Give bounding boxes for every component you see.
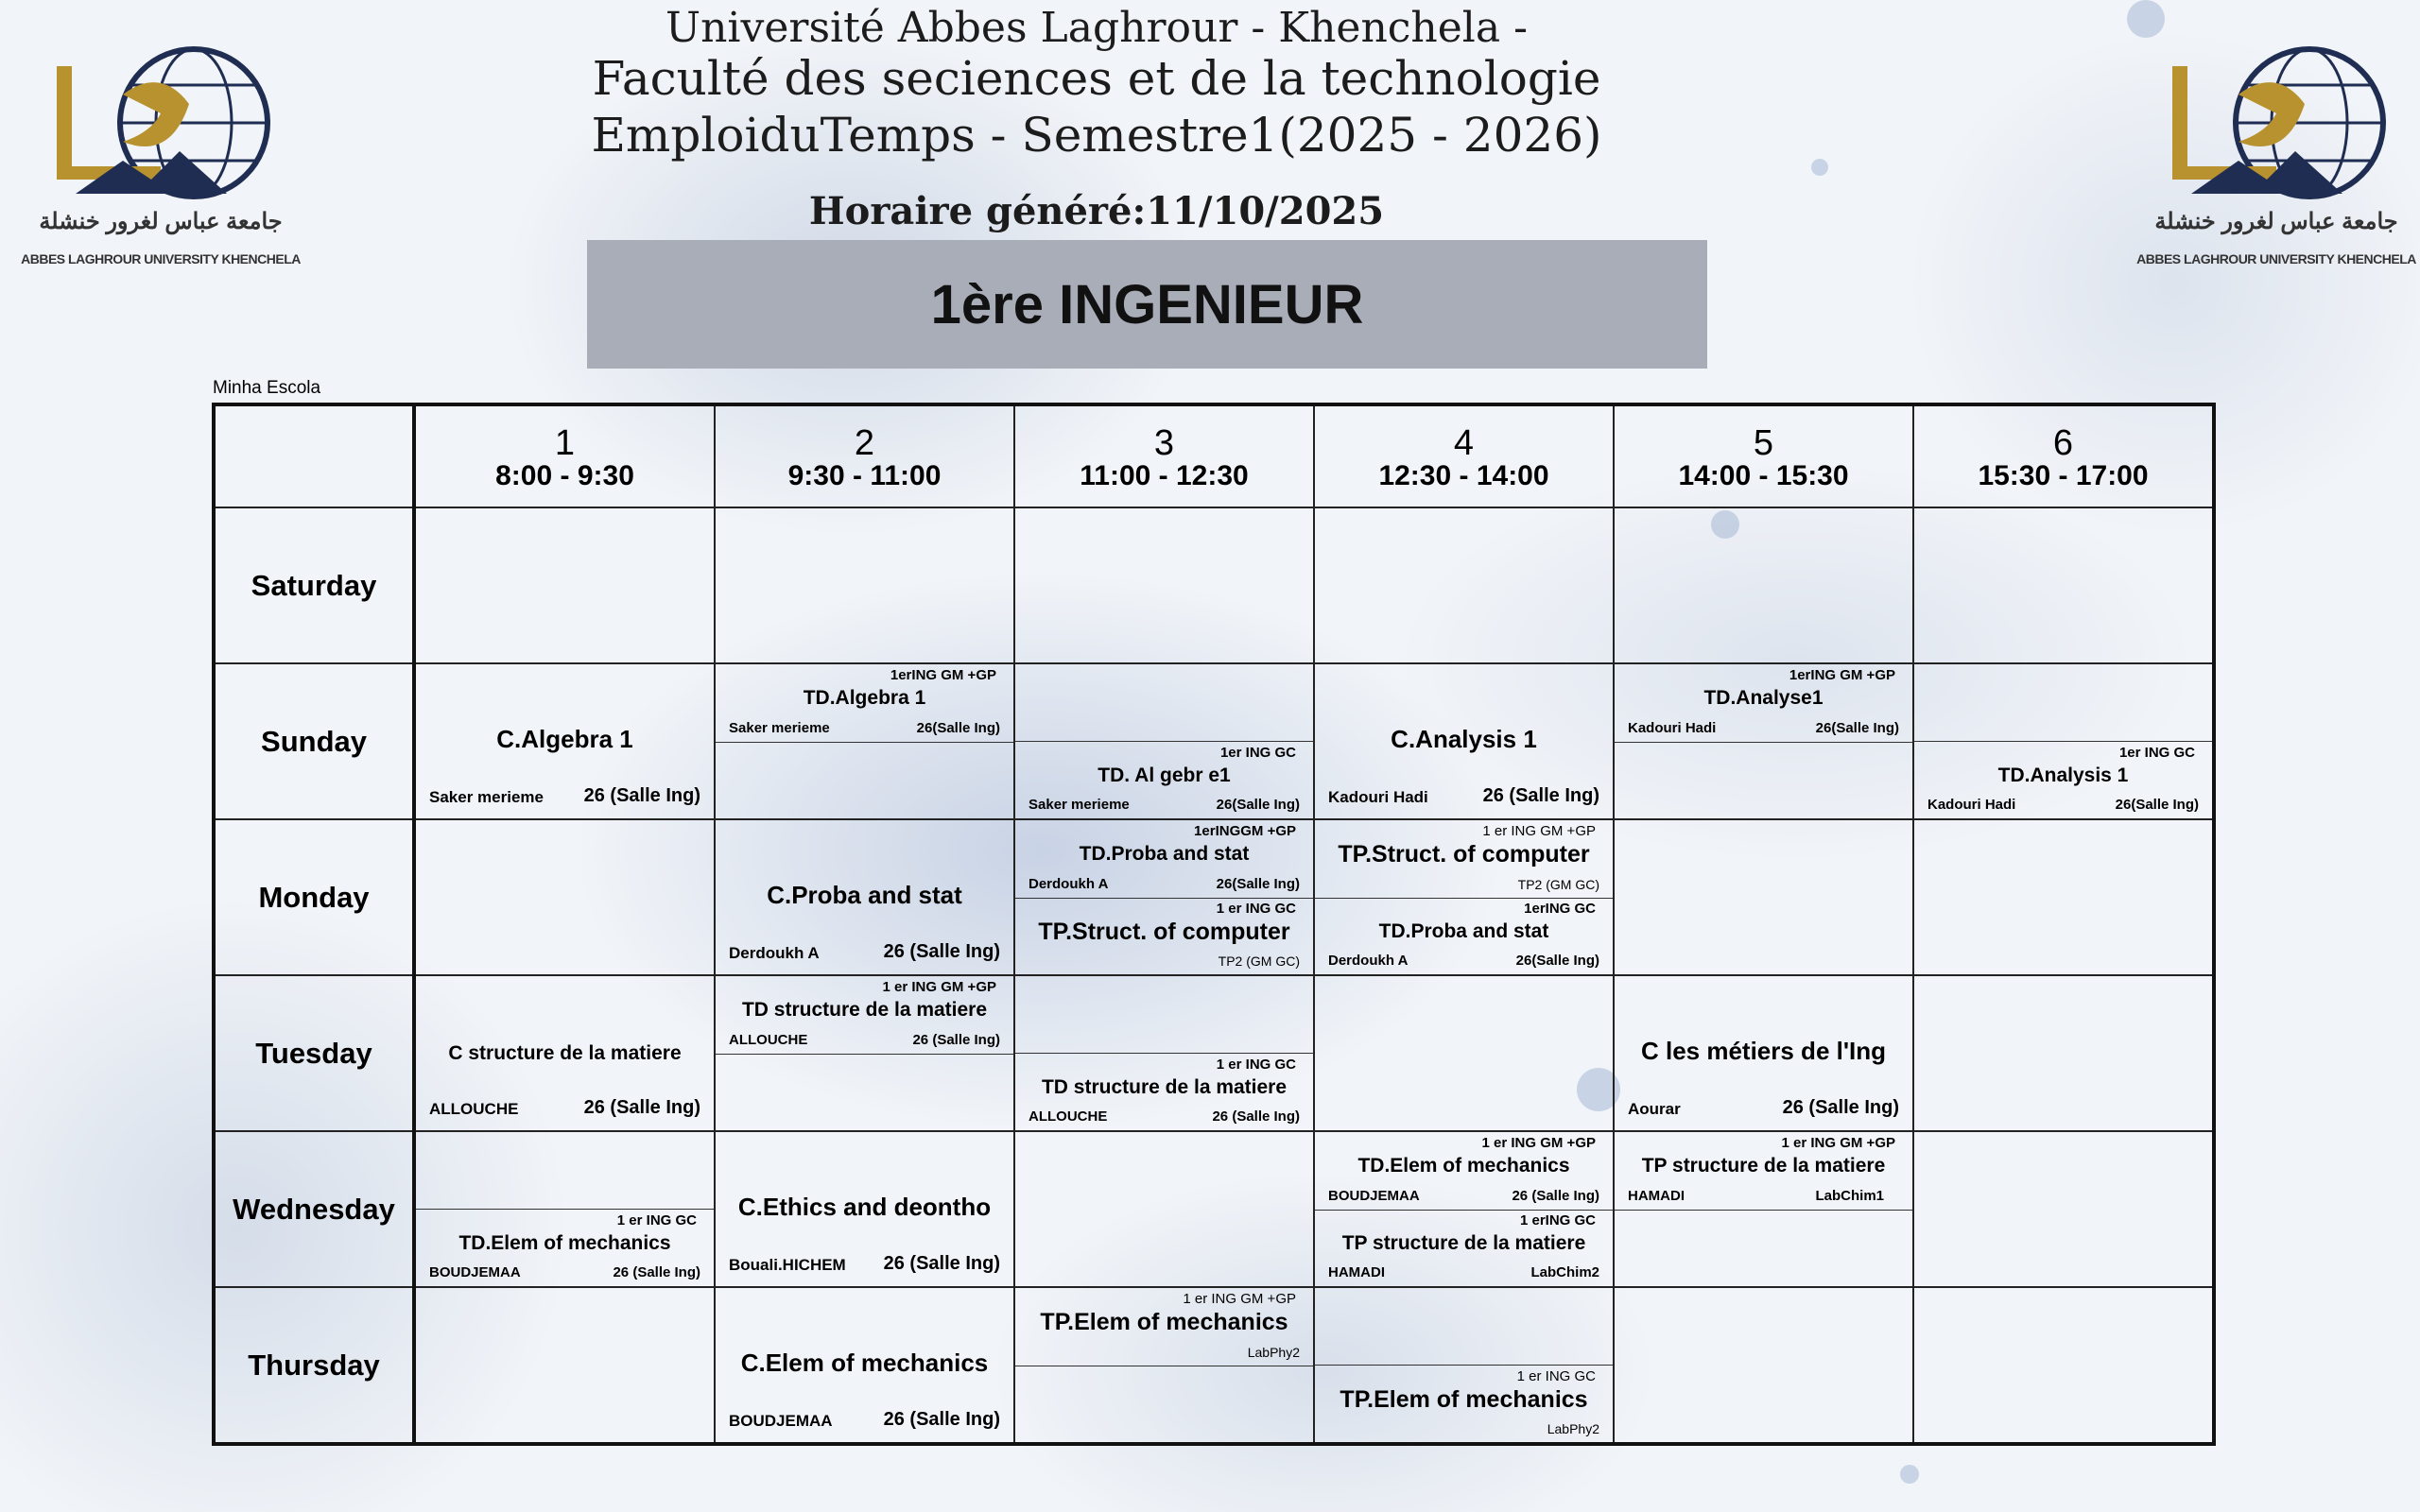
session-half[interactable]	[1315, 820, 1613, 899]
session-cell[interactable]	[414, 1131, 715, 1287]
empty-slot	[1614, 1287, 1913, 1444]
session-half[interactable]	[716, 976, 1013, 1055]
session-teacher: BOUDJEMAA	[729, 1412, 833, 1430]
session-teacher: Aourar	[1628, 1100, 1681, 1118]
empty-slot	[1314, 507, 1614, 663]
session-subject: TD.Analysis 1	[1997, 764, 2129, 786]
session-group: 1 er ING GM +GP	[1781, 1135, 1895, 1151]
period-header: 4 12:30 - 14:00	[1314, 404, 1614, 507]
session-room: 26 (Salle Ing)	[613, 1264, 700, 1280]
session-teacher: Derdoukh A	[1028, 875, 1109, 892]
day-row-thursday	[214, 1287, 2214, 1444]
session-subject: TP structure de la matiere	[1341, 1231, 1586, 1254]
session-half[interactable]	[1015, 1053, 1313, 1131]
logo-english-text: ABBES LAGHROUR UNIVERSITY KHENCHELA	[2136, 251, 2416, 266]
session-teacher: Derdoukh A	[1328, 953, 1409, 969]
session-room: LabChim1	[1815, 1187, 1884, 1204]
session-teacher: Kadouri Hadi	[1328, 788, 1428, 806]
session-group: 1erINGGM +GP	[1194, 823, 1296, 839]
session-room: 26(Salle Ing)	[2115, 797, 2199, 813]
session-teacher: HAMADI	[1628, 1187, 1685, 1204]
session-teacher: ALLOUCHE	[429, 1100, 519, 1118]
session-group: 1 er ING GC	[1516, 1367, 1596, 1384]
session-cell[interactable]	[715, 1287, 1014, 1444]
empty-slot	[414, 1287, 715, 1444]
day-label: Thursday	[214, 1287, 414, 1444]
logo-arabic-text: جامعة عباس لغرور خنشلة	[39, 209, 283, 234]
session-cell[interactable]	[715, 819, 1014, 975]
session-half[interactable]	[1615, 1132, 1912, 1211]
university-title: Université Abbes Laghrour - Khenchela -	[666, 4, 1528, 52]
university-logo-left	[19, 28, 302, 274]
period-header: 5 14:00 - 15:30	[1614, 404, 1913, 507]
session-subject: C.Algebra 1	[496, 725, 633, 753]
day-label: Tuesday	[214, 975, 414, 1131]
session-teacher: Saker merieme	[1028, 797, 1130, 813]
session-half[interactable]	[1315, 898, 1613, 975]
timetable	[212, 403, 2216, 1446]
day-row-monday	[214, 819, 2214, 975]
session-half[interactable]	[1315, 1210, 1613, 1287]
day-row-tuesday	[214, 975, 2214, 1131]
empty-slot	[1913, 1287, 2214, 1444]
session-cell[interactable]	[1014, 975, 1314, 1131]
session-subject: TP structure de la matiere	[1641, 1155, 1886, 1177]
session-room: 26 (Salle Ing)	[912, 1031, 1000, 1048]
empty-slot	[414, 819, 715, 975]
session-subject: C structure de la matiere	[448, 1042, 682, 1064]
session-cell[interactable]	[715, 1131, 1014, 1287]
day-label: Wednesday	[214, 1131, 414, 1287]
period-header: 3 11:00 - 12:30	[1014, 404, 1314, 507]
session-group: 1 er ING GM +GP	[882, 979, 996, 995]
session-group: 1 er ING GM +GP	[1183, 1291, 1296, 1307]
empty-slot	[715, 507, 1014, 663]
empty-slot	[1913, 975, 2214, 1131]
session-room: 26(Salle Ing)	[1216, 875, 1300, 892]
schedule-title: EmploiduTemps - Semestre1(2025 - 2026)	[591, 108, 1602, 163]
session-cell[interactable]	[1614, 1131, 1913, 1287]
school-label: Minha Escola	[213, 378, 321, 398]
session-teacher: ALLOUCHE	[1028, 1108, 1108, 1125]
session-room: 26 (Salle Ing)	[1782, 1097, 1899, 1118]
session-cell[interactable]	[1314, 819, 1614, 975]
session-half[interactable]	[1015, 820, 1313, 899]
session-room: 26 (Salle Ing)	[883, 1253, 1000, 1274]
session-subject: TD.Proba and stat	[1079, 843, 1250, 865]
day-row-sunday	[214, 663, 2214, 819]
session-subject: C.Ethics and deontho	[737, 1193, 992, 1221]
logo-english-text: ABBES LAGHROUR UNIVERSITY KHENCHELA	[21, 251, 301, 266]
session-group: 1erING GM +GP	[1789, 667, 1895, 683]
timetable-header	[214, 404, 2214, 507]
faculty-title: Faculté des seciences et de la technologie	[592, 51, 1601, 106]
corner-cell	[214, 404, 414, 507]
session-subject: TD.Proba and stat	[1378, 919, 1549, 942]
session-cell[interactable]	[1913, 663, 2214, 819]
logo-emblem-icon	[2135, 28, 2418, 208]
session-half[interactable]	[416, 1209, 714, 1287]
session-cell[interactable]	[1614, 975, 1913, 1131]
session-subject: TD structure de la matiere	[741, 999, 988, 1021]
logo-arabic-text: جامعة عباس لغرور خنشلة	[2154, 209, 2398, 234]
session-group: 1 er ING GM +GP	[1481, 1135, 1596, 1151]
day-label: Saturday	[214, 507, 414, 663]
session-teacher: Kadouri Hadi	[1628, 719, 1717, 736]
logo-emblem-icon	[19, 28, 302, 208]
session-room: 26 (Salle Ing)	[883, 941, 1000, 962]
day-row-saturday	[214, 507, 2214, 663]
session-group: 1erING GC	[1524, 900, 1596, 917]
session-teacher: BOUDJEMAA	[1328, 1187, 1420, 1204]
empty-slot	[1913, 819, 2214, 975]
session-teacher: HAMADI	[1328, 1264, 1385, 1280]
session-room: LabChim2	[1530, 1264, 1599, 1280]
empty-slot	[1014, 507, 1314, 663]
session-cell[interactable]	[1314, 1287, 1614, 1444]
session-cell[interactable]	[1614, 663, 1913, 819]
session-group: 1 er ING GC	[1216, 900, 1296, 917]
class-banner: 1ère INGENIEUR	[587, 240, 1707, 369]
empty-slot	[1614, 507, 1913, 663]
empty-slot	[1913, 1131, 2214, 1287]
session-room: TP2 (GM GC)	[1517, 876, 1599, 892]
period-header: 2 9:30 - 11:00	[715, 404, 1014, 507]
session-room: 26 (Salle Ing)	[1482, 785, 1599, 806]
session-half[interactable]	[1315, 1132, 1613, 1211]
empty-slot	[1614, 819, 1913, 975]
session-subject: TP.Elem of mechanics	[1340, 1385, 1588, 1413]
day-label: Monday	[214, 819, 414, 975]
empty-slot	[1314, 975, 1614, 1131]
session-room: 26 (Salle Ing)	[1512, 1187, 1599, 1204]
session-half[interactable]	[716, 664, 1013, 743]
decor-dot	[1900, 1465, 1919, 1484]
session-teacher: BOUDJEMAA	[429, 1264, 521, 1280]
generated-date: Horaire généré:11/10/2025	[808, 189, 1385, 233]
session-subject: C.Proba and stat	[767, 881, 962, 909]
session-half[interactable]	[1615, 664, 1912, 743]
session-subject: TD.Algebra 1	[803, 687, 926, 709]
session-subject: TP.Elem of mechanics	[1040, 1309, 1288, 1335]
session-group: 1 erING GC	[1519, 1211, 1596, 1228]
session-room: TP2 (GM GC)	[1218, 954, 1300, 969]
session-teacher: Derdoukh A	[729, 944, 820, 962]
session-cell[interactable]	[715, 975, 1014, 1131]
session-group: 1erING GM +GP	[890, 667, 996, 683]
session-cell[interactable]	[1014, 1287, 1314, 1444]
university-logo-right	[2135, 28, 2418, 274]
session-teacher: Kadouri Hadi	[1927, 797, 2016, 813]
session-cell[interactable]	[1014, 663, 1314, 819]
session-subject: TD.Analyse1	[1703, 687, 1824, 709]
session-room: 26(Salle Ing)	[916, 719, 1000, 736]
session-room: LabPhy2	[1247, 1344, 1300, 1360]
session-cell[interactable]	[1014, 819, 1314, 975]
session-group: 1er ING GC	[1219, 744, 1296, 761]
session-group: 1 er ING GC	[1216, 1056, 1296, 1073]
session-teacher: Saker merieme	[729, 719, 830, 736]
session-group: 1er ING GC	[2118, 744, 2195, 761]
session-half[interactable]	[1015, 898, 1313, 975]
session-teacher: Bouali.HICHEM	[729, 1256, 846, 1274]
day-row-wednesday	[214, 1131, 2214, 1287]
session-room: 26 (Salle Ing)	[883, 1409, 1000, 1430]
session-subject: C.Analysis 1	[1391, 725, 1537, 753]
empty-slot	[1014, 1131, 1314, 1287]
session-cell[interactable]	[1314, 1131, 1614, 1287]
session-room: 26 (Salle Ing)	[1212, 1108, 1300, 1125]
session-room: LabPhy2	[1547, 1421, 1599, 1436]
period-header: 1 8:00 - 9:30	[414, 404, 715, 507]
session-subject: TD.Elem of mechanics	[458, 1231, 671, 1254]
session-half[interactable]	[1914, 741, 2212, 819]
session-subject: C les métiers de l'Ing	[1640, 1037, 1887, 1065]
session-cell[interactable]	[1314, 663, 1614, 819]
empty-slot	[1913, 507, 2214, 663]
session-half[interactable]	[1015, 741, 1313, 819]
session-cell[interactable]	[414, 975, 715, 1131]
session-group: 1 er ING GM +GP	[1482, 823, 1596, 839]
session-group: 1 er ING GC	[616, 1211, 697, 1228]
session-subject: TD structure de la matiere	[1041, 1075, 1288, 1098]
session-subject: TP.Struct. of computer	[1038, 918, 1290, 945]
session-room: 26 (Salle Ing)	[583, 1097, 700, 1118]
session-teacher: ALLOUCHE	[729, 1031, 808, 1048]
session-cell[interactable]	[414, 663, 715, 819]
session-room: 26(Salle Ing)	[1216, 797, 1300, 813]
empty-slot	[414, 507, 715, 663]
session-cell[interactable]	[715, 663, 1014, 819]
period-header: 6 15:30 - 17:00	[1913, 404, 2214, 507]
session-half[interactable]	[1315, 1365, 1613, 1443]
session-room: 26(Salle Ing)	[1515, 953, 1599, 969]
session-subject: TD. Al gebr e1	[1098, 764, 1231, 786]
session-subject: TP.Struct. of computer	[1338, 841, 1590, 868]
day-label: Sunday	[214, 663, 414, 819]
session-subject: C.Elem of mechanics	[740, 1349, 989, 1377]
session-room: 26 (Salle Ing)	[583, 785, 700, 806]
session-teacher: Saker merieme	[429, 788, 544, 806]
session-room: 26(Salle Ing)	[1815, 719, 1899, 736]
session-subject: TD.Elem of mechanics	[1357, 1155, 1570, 1177]
session-half[interactable]	[1015, 1288, 1313, 1366]
